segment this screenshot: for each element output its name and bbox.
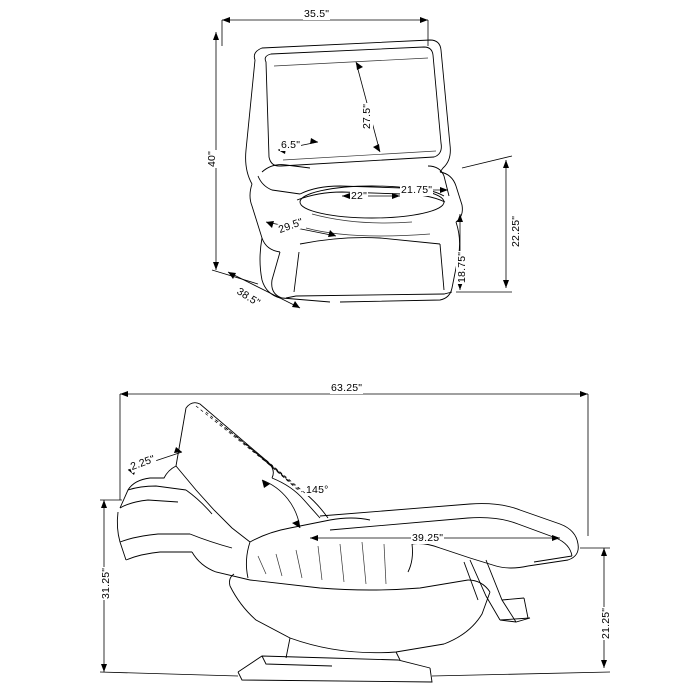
dim-seat-height: 18.75" bbox=[456, 251, 468, 283]
upright-chair-illustration bbox=[246, 40, 463, 302]
dim-overall-width: 35.5" bbox=[304, 8, 330, 20]
dim-base-depth: 38.5" bbox=[234, 285, 263, 310]
dim-armrest-width: 6.5" bbox=[281, 139, 301, 151]
dim-footrest-height: 21.25" bbox=[600, 607, 612, 639]
dim-arm-height: 22.25" bbox=[510, 215, 522, 247]
dim-recline-angle: 145° bbox=[306, 484, 329, 496]
dim-reclined-height: 31.25" bbox=[100, 567, 112, 599]
dim-backrest-height: 27.5" bbox=[361, 103, 373, 129]
dim-overall-height: 40" bbox=[206, 150, 218, 167]
dim-seat-depth-inner: 21.75" bbox=[401, 184, 433, 196]
dim-seat-width: 22" bbox=[351, 190, 368, 202]
dim-seat-to-footrest: 39.25" bbox=[412, 532, 444, 544]
dim-seat-depth: 29.5" bbox=[276, 216, 305, 236]
dim-headrest-clearance: 2.25" bbox=[128, 453, 157, 473]
reclined-chair-illustration bbox=[117, 403, 578, 682]
reclined-dimension-lines bbox=[100, 391, 610, 676]
dim-reclined-length: 63.25" bbox=[331, 382, 363, 394]
